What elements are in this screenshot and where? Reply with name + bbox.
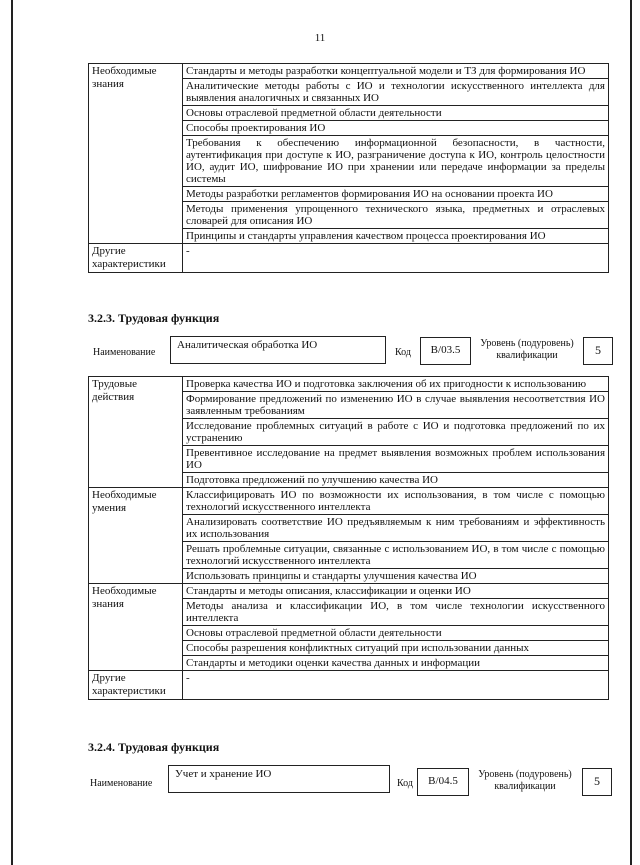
level-label <box>474 338 580 362</box>
section-title-3-2-3: 3.2.3. Трудовая функция <box>88 311 220 325</box>
function-header-3-2-3 <box>88 336 613 366</box>
requirement-text: Основы отраслевой предметной области деятельности <box>183 106 609 121</box>
requirement-text: Решать проблемные ситуации, связанные с использованием ИО, в том числе с помощью технологий искусственного интеллекта <box>183 542 609 569</box>
requirement-text: Основы отраслевой предметной области деятельности <box>183 626 609 641</box>
requirement-text: Исследование проблемных ситуаций в работе с ИО и подготовка предложений по их устранению <box>183 419 609 446</box>
requirement-text: Способы проектирования ИО <box>183 121 609 136</box>
scan-edge-left <box>11 0 13 865</box>
group-label: Необходимые умения <box>89 488 183 584</box>
level-label-line1: Уровень (подуровень) <box>480 338 574 349</box>
requirement-text: Превентивное исследование на предмет выявления возможных проблем использования ИО <box>183 446 609 473</box>
requirement-row <box>89 377 609 392</box>
requirement-text: Методы разработки регламентов формирования ИО на основании проекта ИО <box>183 187 609 202</box>
requirement-text: Способы разрешения конфликтных ситуаций при использовании данных <box>183 641 609 656</box>
function-requirements-table <box>88 376 609 700</box>
requirement-text: Требования к обеспечению информационной безопасности, в частности, аутентификация при доступе к ИО, разграничение доступа к ИО, контроль целостности ИО, аудит ИО, шифрование ИО при хранении или передаче информации за пределы системы <box>183 136 609 187</box>
requirement-text: Стандарты и методы описания, классификации и оценки ИО <box>183 584 609 599</box>
requirement-text: Аналитические методы работы с ИО и технологии искусственного интеллекта для выявления аналогичных и связанных ИО <box>183 79 609 106</box>
requirement-text: Методы применения упрощенного технического языка, предметных и отраслевых словарей для описания ИО <box>183 202 609 229</box>
requirement-row <box>89 64 609 79</box>
level-value-box: 5 <box>582 768 612 796</box>
requirement-text: - <box>183 244 609 273</box>
requirement-row <box>89 671 609 700</box>
function-header-3-2-4 <box>88 765 613 795</box>
page-number: 11 <box>314 32 326 44</box>
requirement-row <box>89 584 609 599</box>
section-title-3-2-4: 3.2.4. Трудовая функция <box>88 740 220 754</box>
level-label-line2: квалификации <box>494 781 556 792</box>
name-value-box: Аналитическая обработка ИО <box>170 336 386 364</box>
level-label-line2: квалификации <box>496 350 558 361</box>
group-label: Трудовые действия <box>89 377 183 488</box>
scan-edge-right <box>630 0 632 865</box>
level-label <box>472 769 578 793</box>
code-value-box: В/03.5 <box>420 337 471 365</box>
requirement-text: Классифицировать ИО по возможности их использования, в том числе с помощью технологий искусственного интеллекта <box>183 488 609 515</box>
code-label: Код <box>397 778 413 789</box>
knowledge-table <box>88 63 609 273</box>
code-value-box: В/04.5 <box>417 768 469 796</box>
name-label: Наименование <box>90 778 153 789</box>
code-label: Код <box>395 347 411 358</box>
requirement-text: - <box>183 671 609 700</box>
requirement-text: Формирование предложений по изменению ИО в случае выявления несоответствия ИО заявленным требованиям <box>183 392 609 419</box>
requirement-text: Принципы и стандарты управления качеством процесса проектирования ИО <box>183 229 609 244</box>
requirement-text: Проверка качества ИО и подготовка заключения об их пригодности к использованию <box>183 377 609 392</box>
name-label: Наименование <box>93 347 156 358</box>
requirement-text: Стандарты и методики оценки качества данных и информации <box>183 656 609 671</box>
group-label: Необходимые знания <box>89 584 183 671</box>
requirement-row <box>89 488 609 515</box>
level-label-line1: Уровень (подуровень) <box>478 769 572 780</box>
requirement-text: Использовать принципы и стандарты улучшения качества ИО <box>183 569 609 584</box>
requirement-text: Методы анализа и классификации ИО, в том числе технологии искусственного интеллекта <box>183 599 609 626</box>
group-label: Необходимые знания <box>89 64 183 244</box>
requirement-row <box>89 244 609 273</box>
requirement-text: Подготовка предложений по улучшению качества ИО <box>183 473 609 488</box>
requirement-text: Стандарты и методы разработки концептуальной модели и ТЗ для формирования ИО <box>183 64 609 79</box>
level-value-box: 5 <box>583 337 613 365</box>
group-label: Другие характеристики <box>89 671 183 700</box>
requirement-text: Анализировать соответствие ИО предъявляемым к ним требованиям и эффективность их использования <box>183 515 609 542</box>
group-label: Другие характеристики <box>89 244 183 273</box>
name-value-box: Учет и хранение ИО <box>168 765 390 793</box>
